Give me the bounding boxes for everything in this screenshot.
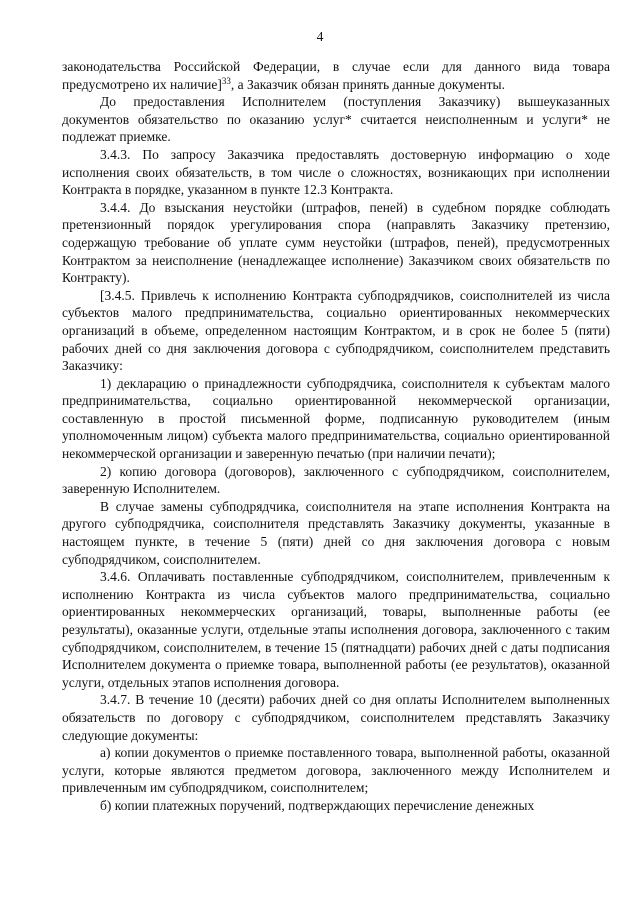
page-number: 4 — [316, 29, 324, 44]
list-item-2: 2) копию договора (договоров), заключенного с субподрядчиком, соисполнителем, заверенную Исполнителем. — [62, 463, 610, 497]
paragraph-3-4-5: [3.4.5. Привлечь к исполнению Контракта субподрядчиков, соисполнителей из числа субъектов малого предпринимательства, социально ориентированных некоммерческих организаций в объеме, определенном настоящим Контрактом, и в срок не более 5 (пяти) рабочих дней со дня заключения договора с субподрядчиком, соисполнителем представить Заказчику: — [62, 287, 610, 374]
list-item-1: 1) декларацию о принадлежности субподрядчика, соисполнителя к субъектам малого предпринимательства, социально ориентированной некоммерческой организации, составленную в простой письменной форме, подписанную руководителем (иным уполномоченным лицом) субъекта малого предпринимательства, социально ориентированной некоммерческой организации и заверенную печатью (при наличии печати); — [62, 375, 610, 462]
list-item-b: б) копии платежных поручений, подтверждающих перечисление денежных — [100, 797, 535, 813]
paragraph-3-4-4: 3.4.4. До взыскания неустойки (штрафов, пеней) в судебном порядке соблюдать претензионный порядок урегулирования спора (направлять Заказчику претензию, содержащую требование об уплате сумм неустойки (штрафов, пеней), предусмотренных Контрактом за неисполнение (ненадлежащее исполнение) Заказчиком своих обязательств по Контракту). — [62, 199, 610, 286]
paragraph-continuation — [62, 58, 610, 93]
paragraph-3-4-6: 3.4.6. Оплачивать поставленные субподрядчиком, соисполнителем, привлеченным к исполнению Контракта из числа субъектов малого предпринимательства, социально ориентированных некоммерческих организаций, товары, выполненные работы (ее результаты), оказанные услуги, отдельные этапы исполнения договора, заключенного с таким субподрядчиком, соисполнителем, в течение 15 (пятнадцати) рабочих дней с даты подписания Исполнителем документа о приемке товара, выполненной работы (ее результатов), оказанной услуги, отдельных этапов исполнения договора. — [62, 569, 610, 690]
paragraph: До предоставления Исполнителем (поступления Заказчику) вышеуказанных документов обязательство по оказанию услуг* считается неисполненным и услуги* не подлежат приемке. — [62, 94, 610, 145]
paragraph-text: , а Заказчик обязан принять данные документы. — [230, 76, 505, 92]
paragraph: В случае замены субподрядчика, соисполнителя на этапе исполнения Контракта на другого субподрядчика, соисполнителя представлять Заказчику документы, указанные в настоящем пункте, в течение 5 (пяти) дней со дня заключения договора с новым субподрядчиком, соисполнителем. — [62, 498, 610, 567]
list-item-a: а) копии документов о приемке поставленного товара, выполненной работы, оказанной услуги, которые являются предметом договора, заключенного между Исполнителем и привлеченным им субподрядчиком, соисполнителем; — [62, 745, 610, 796]
paragraph-text: законодательства Российской Федерации, в случае если для данного вида товара предусмотрено их наличие] — [62, 59, 610, 92]
document-body — [62, 58, 610, 815]
paragraph-3-4-7: 3.4.7. В течение 10 (десяти) рабочих дней со дня оплаты Исполнителем выполненных обязательств по договору с субподрядчиком, соисполнителем представлять Заказчику следующие документы: — [62, 692, 610, 743]
footnote-ref: 33 — [221, 75, 231, 86]
paragraph-3-4-3: 3.4.3. По запросу Заказчика предоставлять достоверную информацию о ходе исполнения своих обязательств, в том числе о сложностях, возникающих при исполнении Контракта в порядке, указанном в пункте 12.3 Контракта. — [62, 146, 610, 198]
